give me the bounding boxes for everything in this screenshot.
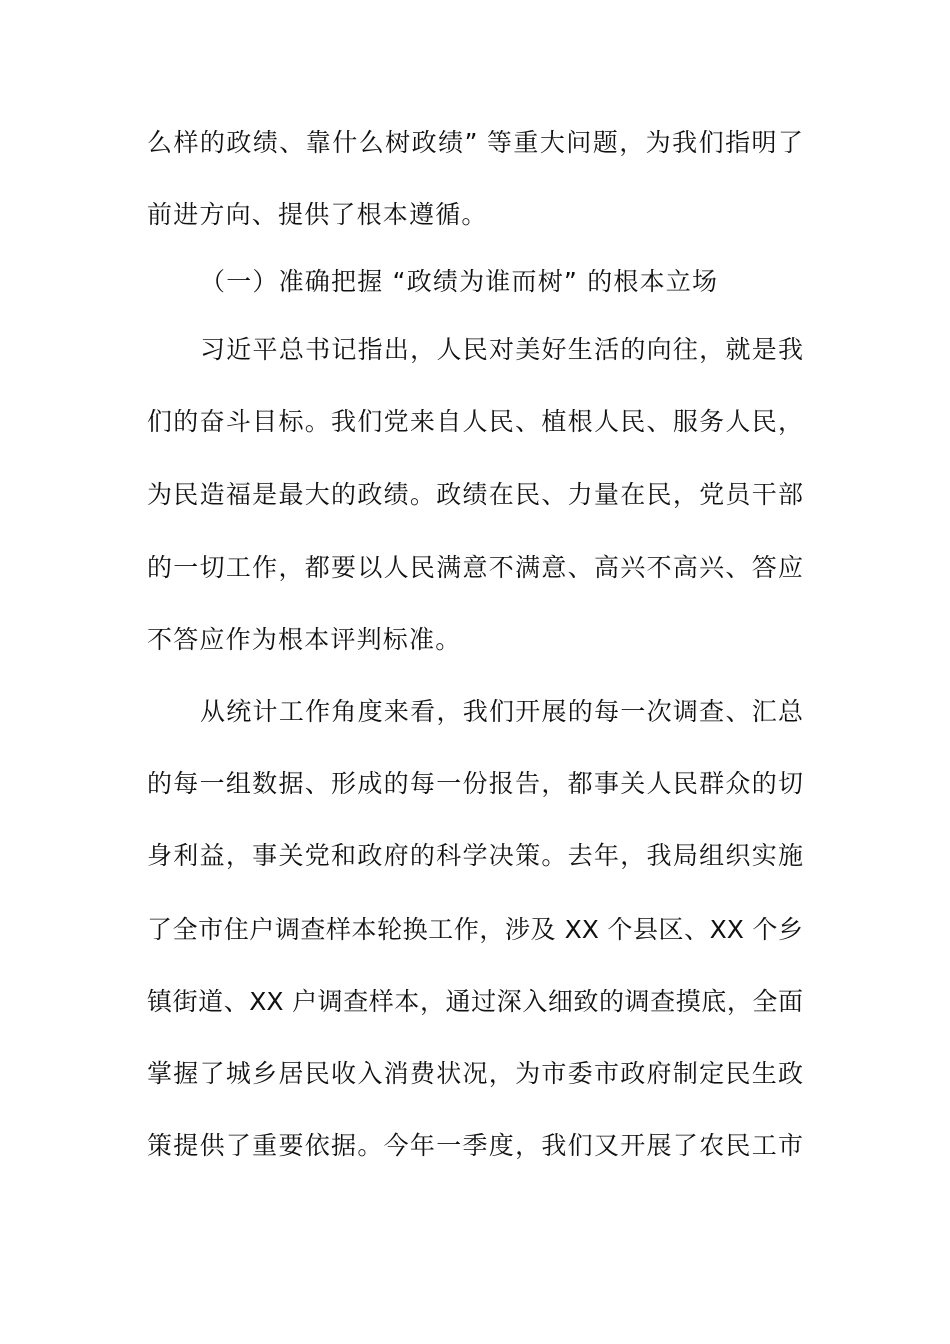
paragraph-line: 镇街道、XX 户调查样本，通过深入细致的调查摸底，全面 [147, 987, 803, 1016]
paragraph-line: 的每一组数据、形成的每一份报告，都事关人民群众的切 [147, 769, 803, 798]
paragraph-line: 为民造福是最大的政绩。政绩在民、力量在民，党员干部 [147, 480, 803, 509]
paragraph-line: 们的奋斗目标。我们党来自人民、植根人民、服务人民， [147, 407, 803, 436]
paragraph-line: 么样的政绩、靠什么树政绩” 等重大问题，为我们指明了 [147, 128, 803, 157]
paragraph-line: 了全市住户调查样本轮换工作，涉及 XX 个县区、XX 个乡 [147, 915, 803, 944]
section-heading: （一）准确把握 “政绩为谁而树” 的根本立场 [200, 267, 719, 296]
paragraph-line: 掌握了城乡居民收入消费状况，为市委市政府制定民生政 [147, 1059, 803, 1088]
paragraph-line: 策提供了重要依据。今年一季度，我们又开展了农民工市 [147, 1131, 803, 1160]
paragraph-line: 从统计工作角度来看，我们开展的每一次调查、汇总 [200, 697, 803, 726]
paragraph-line: 的一切工作，都要以人民满意不满意、高兴不高兴、答应 [147, 553, 803, 582]
paragraph-line: 不答应作为根本评判标准。 [147, 625, 462, 654]
paragraph-line: 习近平总书记指出，人民对美好生活的向往，就是我 [200, 335, 803, 364]
paragraph-line: 身利益，事关党和政府的科学决策。去年，我局组织实施 [147, 841, 803, 870]
paragraph-line: 前进方向、提供了根本遵循。 [147, 200, 488, 229]
